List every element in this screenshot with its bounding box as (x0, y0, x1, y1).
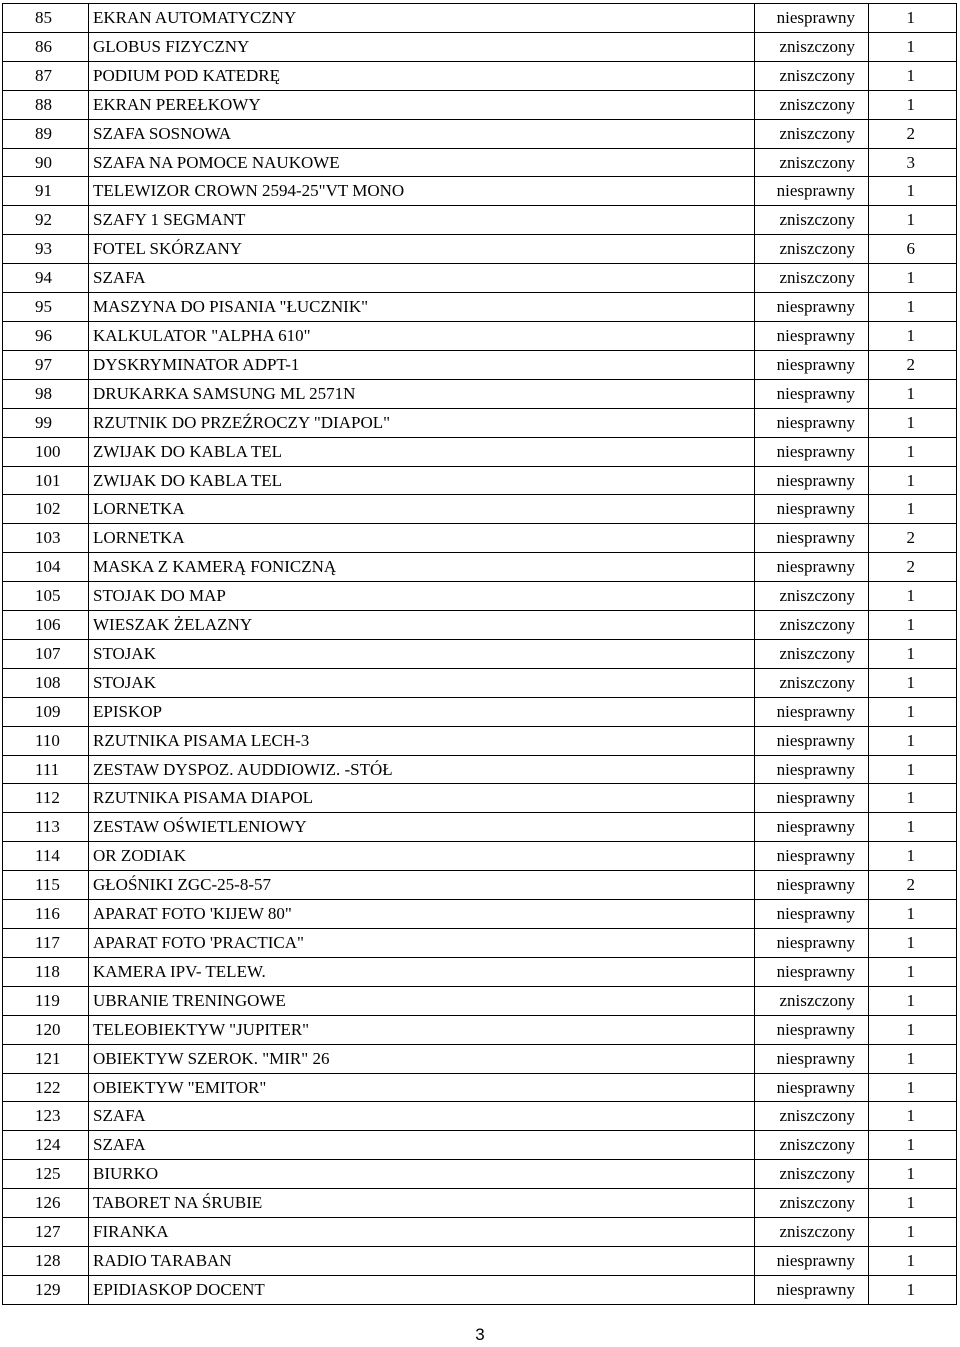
row-number-cell: 96 (3, 321, 89, 350)
row-number-cell: 110 (3, 726, 89, 755)
item-quantity-cell: 1 (869, 32, 957, 61)
item-state-cell: niesprawny (755, 900, 869, 929)
row-number-cell: 123 (3, 1102, 89, 1131)
row-number-cell: 102 (3, 495, 89, 524)
table-row (3, 1218, 957, 1247)
row-number-cell: 107 (3, 639, 89, 668)
row-number-cell: 118 (3, 957, 89, 986)
table-row (3, 408, 957, 437)
row-number-cell: 113 (3, 813, 89, 842)
page-number: 3 (475, 1325, 485, 1344)
table-row (3, 986, 957, 1015)
item-name-cell: MASKA Z KAMERĄ FONICZNĄ (89, 553, 755, 582)
row-number-cell: 92 (3, 206, 89, 235)
table-row (3, 177, 957, 206)
table-row (3, 697, 957, 726)
table-row (3, 1044, 957, 1073)
row-number-cell: 87 (3, 61, 89, 90)
table-row (3, 871, 957, 900)
item-quantity-cell: 1 (869, 668, 957, 697)
row-number-cell: 112 (3, 784, 89, 813)
item-name-cell: RZUTNIKA PISAMA LECH-3 (89, 726, 755, 755)
item-state-cell: zniszczony (755, 639, 869, 668)
item-name-cell: APARAT FOTO 'KIJEW 80" (89, 900, 755, 929)
item-quantity-cell: 1 (869, 466, 957, 495)
table-row (3, 1015, 957, 1044)
item-name-cell: SZAFA NA POMOCE NAUKOWE (89, 148, 755, 177)
item-state-cell: niesprawny (755, 437, 869, 466)
item-state-cell: niesprawny (755, 466, 869, 495)
item-quantity-cell: 1 (869, 321, 957, 350)
table-row (3, 437, 957, 466)
item-name-cell: RZUTNIK DO PRZEŹROCZY "DIAPOL" (89, 408, 755, 437)
item-state-cell: zniszczony (755, 582, 869, 611)
table-row (3, 495, 957, 524)
row-number-cell: 103 (3, 524, 89, 553)
item-name-cell: RADIO TARABAN (89, 1246, 755, 1275)
item-state-cell: niesprawny (755, 4, 869, 33)
item-state-cell: niesprawny (755, 842, 869, 871)
item-quantity-cell: 1 (869, 1131, 957, 1160)
item-quantity-cell: 1 (869, 1160, 957, 1189)
item-quantity-cell: 1 (869, 697, 957, 726)
table-row (3, 1246, 957, 1275)
item-state-cell: niesprawny (755, 293, 869, 322)
item-quantity-cell: 1 (869, 1275, 957, 1304)
item-quantity-cell: 6 (869, 235, 957, 264)
item-state-cell: zniszczony (755, 32, 869, 61)
row-number-cell: 94 (3, 264, 89, 293)
item-state-cell: zniszczony (755, 1160, 869, 1189)
item-quantity-cell: 1 (869, 177, 957, 206)
item-state-cell: niesprawny (755, 697, 869, 726)
table-row (3, 61, 957, 90)
item-state-cell: zniszczony (755, 1131, 869, 1160)
item-name-cell: GLOBUS FIZYCZNY (89, 32, 755, 61)
item-state-cell: niesprawny (755, 871, 869, 900)
item-quantity-cell: 1 (869, 611, 957, 640)
item-state-cell: zniszczony (755, 1218, 869, 1247)
table-row (3, 119, 957, 148)
item-state-cell: niesprawny (755, 524, 869, 553)
item-name-cell: GŁOŚNIKI ZGC-25-8-57 (89, 871, 755, 900)
item-state-cell: zniszczony (755, 61, 869, 90)
item-state-cell: zniszczony (755, 119, 869, 148)
item-name-cell: KAMERA IPV- TELEW. (89, 957, 755, 986)
table-row (3, 524, 957, 553)
item-state-cell: niesprawny (755, 1275, 869, 1304)
table-row (3, 639, 957, 668)
item-state-cell: niesprawny (755, 929, 869, 958)
table-row (3, 784, 957, 813)
table-row (3, 379, 957, 408)
row-number-cell: 105 (3, 582, 89, 611)
item-quantity-cell: 3 (869, 148, 957, 177)
row-number-cell: 126 (3, 1189, 89, 1218)
item-quantity-cell: 1 (869, 264, 957, 293)
item-quantity-cell: 1 (869, 61, 957, 90)
inventory-sheet (2, 3, 957, 1305)
inventory-table-body (3, 4, 957, 1305)
item-name-cell: SZAFA (89, 1131, 755, 1160)
table-row (3, 900, 957, 929)
table-row (3, 1131, 957, 1160)
item-quantity-cell: 1 (869, 90, 957, 119)
item-quantity-cell: 1 (869, 900, 957, 929)
item-name-cell: MASZYNA DO PISANIA "ŁUCZNIK" (89, 293, 755, 322)
row-number-cell: 106 (3, 611, 89, 640)
table-row (3, 1275, 957, 1304)
table-row (3, 1189, 957, 1218)
item-name-cell: EKRAN PEREŁKOWY (89, 90, 755, 119)
item-name-cell: ZESTAW OŚWIETLENIOWY (89, 813, 755, 842)
item-quantity-cell: 1 (869, 4, 957, 33)
item-quantity-cell: 1 (869, 437, 957, 466)
row-number-cell: 117 (3, 929, 89, 958)
item-state-cell: niesprawny (755, 495, 869, 524)
item-name-cell: SZAFA (89, 1102, 755, 1131)
item-state-cell: zniszczony (755, 611, 869, 640)
item-state-cell: niesprawny (755, 350, 869, 379)
item-name-cell: STOJAK (89, 639, 755, 668)
item-quantity-cell: 1 (869, 293, 957, 322)
table-row (3, 4, 957, 33)
row-number-cell: 98 (3, 379, 89, 408)
item-quantity-cell: 1 (869, 1102, 957, 1131)
item-state-cell: niesprawny (755, 408, 869, 437)
item-name-cell: WIESZAK ŻELAZNY (89, 611, 755, 640)
item-name-cell: SZAFA SOSNOWA (89, 119, 755, 148)
item-name-cell: DRUKARKA SAMSUNG ML 2571N (89, 379, 755, 408)
item-name-cell: STOJAK (89, 668, 755, 697)
item-state-cell: niesprawny (755, 1246, 869, 1275)
table-row (3, 668, 957, 697)
item-name-cell: APARAT FOTO 'PRACTICA" (89, 929, 755, 958)
item-name-cell: FIRANKA (89, 1218, 755, 1247)
table-row (3, 1073, 957, 1102)
item-name-cell: OR ZODIAK (89, 842, 755, 871)
row-number-cell: 128 (3, 1246, 89, 1275)
item-name-cell: RZUTNIKA PISAMA DIAPOL (89, 784, 755, 813)
table-row (3, 293, 957, 322)
table-row (3, 90, 957, 119)
row-number-cell: 86 (3, 32, 89, 61)
item-quantity-cell: 2 (869, 119, 957, 148)
item-quantity-cell: 2 (869, 553, 957, 582)
row-number-cell: 115 (3, 871, 89, 900)
item-state-cell: niesprawny (755, 379, 869, 408)
row-number-cell: 99 (3, 408, 89, 437)
row-number-cell: 122 (3, 1073, 89, 1102)
table-row (3, 582, 957, 611)
item-name-cell: LORNETKA (89, 495, 755, 524)
item-state-cell: niesprawny (755, 553, 869, 582)
table-row (3, 350, 957, 379)
item-quantity-cell: 2 (869, 524, 957, 553)
item-name-cell: UBRANIE TRENINGOWE (89, 986, 755, 1015)
table-row (3, 957, 957, 986)
item-quantity-cell: 2 (869, 871, 957, 900)
item-name-cell: DYSKRYMINATOR ADPT-1 (89, 350, 755, 379)
table-row (3, 929, 957, 958)
row-number-cell: 109 (3, 697, 89, 726)
table-row (3, 611, 957, 640)
item-name-cell: EPIDIASKOP DOCENT (89, 1275, 755, 1304)
item-quantity-cell: 1 (869, 1218, 957, 1247)
item-name-cell: STOJAK DO MAP (89, 582, 755, 611)
item-name-cell: SZAFA (89, 264, 755, 293)
item-state-cell: niesprawny (755, 1073, 869, 1102)
row-number-cell: 104 (3, 553, 89, 582)
item-quantity-cell: 1 (869, 842, 957, 871)
item-quantity-cell: 1 (869, 1246, 957, 1275)
table-row (3, 32, 957, 61)
row-number-cell: 101 (3, 466, 89, 495)
row-number-cell: 108 (3, 668, 89, 697)
table-row (3, 1160, 957, 1189)
item-name-cell: OBIEKTYW "EMITOR" (89, 1073, 755, 1102)
row-number-cell: 111 (3, 755, 89, 784)
row-number-cell: 124 (3, 1131, 89, 1160)
item-state-cell: zniszczony (755, 668, 869, 697)
item-name-cell: FOTEL SKÓRZANY (89, 235, 755, 264)
item-state-cell: zniszczony (755, 90, 869, 119)
row-number-cell: 90 (3, 148, 89, 177)
item-name-cell: OBIEKTYW SZEROK. "MIR" 26 (89, 1044, 755, 1073)
item-state-cell: niesprawny (755, 1044, 869, 1073)
item-quantity-cell: 1 (869, 813, 957, 842)
row-number-cell: 125 (3, 1160, 89, 1189)
item-state-cell: zniszczony (755, 1102, 869, 1131)
item-quantity-cell: 1 (869, 379, 957, 408)
inventory-table (2, 3, 957, 1305)
item-name-cell: ZESTAW DYSPOZ. AUDDIOWIZ. -STÓŁ (89, 755, 755, 784)
item-quantity-cell: 1 (869, 639, 957, 668)
table-row (3, 148, 957, 177)
item-state-cell: zniszczony (755, 264, 869, 293)
item-name-cell: EKRAN AUTOMATYCZNY (89, 4, 755, 33)
item-quantity-cell: 1 (869, 957, 957, 986)
item-name-cell: KALKULATOR "ALPHA 610" (89, 321, 755, 350)
table-row (3, 1102, 957, 1131)
item-quantity-cell: 1 (869, 582, 957, 611)
table-row (3, 842, 957, 871)
row-number-cell: 127 (3, 1218, 89, 1247)
item-name-cell: TABORET NA ŚRUBIE (89, 1189, 755, 1218)
row-number-cell: 85 (3, 4, 89, 33)
item-state-cell: niesprawny (755, 1015, 869, 1044)
item-state-cell: zniszczony (755, 206, 869, 235)
item-name-cell: TELEOBIEKTYW "JUPITER" (89, 1015, 755, 1044)
row-number-cell: 95 (3, 293, 89, 322)
item-name-cell: SZAFY 1 SEGMANT (89, 206, 755, 235)
item-state-cell: zniszczony (755, 986, 869, 1015)
row-number-cell: 89 (3, 119, 89, 148)
table-row (3, 553, 957, 582)
item-quantity-cell: 1 (869, 1015, 957, 1044)
table-row (3, 813, 957, 842)
item-quantity-cell: 1 (869, 986, 957, 1015)
item-state-cell: niesprawny (755, 957, 869, 986)
item-name-cell: BIURKO (89, 1160, 755, 1189)
table-row (3, 206, 957, 235)
item-state-cell: zniszczony (755, 235, 869, 264)
item-state-cell: niesprawny (755, 726, 869, 755)
table-row (3, 321, 957, 350)
row-number-cell: 91 (3, 177, 89, 206)
item-quantity-cell: 1 (869, 408, 957, 437)
row-number-cell: 100 (3, 437, 89, 466)
item-state-cell: niesprawny (755, 755, 869, 784)
item-name-cell: ZWIJAK DO KABLA TEL (89, 437, 755, 466)
item-name-cell: PODIUM POD KATEDRĘ (89, 61, 755, 90)
item-quantity-cell: 1 (869, 206, 957, 235)
row-number-cell: 93 (3, 235, 89, 264)
row-number-cell: 88 (3, 90, 89, 119)
row-number-cell: 97 (3, 350, 89, 379)
table-row (3, 726, 957, 755)
row-number-cell: 121 (3, 1044, 89, 1073)
table-row (3, 235, 957, 264)
table-row (3, 466, 957, 495)
table-row (3, 755, 957, 784)
item-quantity-cell: 1 (869, 495, 957, 524)
item-quantity-cell: 1 (869, 1044, 957, 1073)
item-name-cell: EPISKOP (89, 697, 755, 726)
item-state-cell: niesprawny (755, 321, 869, 350)
row-number-cell: 129 (3, 1275, 89, 1304)
table-row (3, 264, 957, 293)
item-state-cell: niesprawny (755, 784, 869, 813)
row-number-cell: 119 (3, 986, 89, 1015)
item-state-cell: zniszczony (755, 148, 869, 177)
row-number-cell: 114 (3, 842, 89, 871)
item-quantity-cell: 1 (869, 929, 957, 958)
item-quantity-cell: 2 (869, 350, 957, 379)
item-quantity-cell: 1 (869, 1073, 957, 1102)
row-number-cell: 120 (3, 1015, 89, 1044)
item-name-cell: TELEWIZOR CROWN 2594-25"VT MONO (89, 177, 755, 206)
item-quantity-cell: 1 (869, 755, 957, 784)
item-state-cell: zniszczony (755, 1189, 869, 1218)
item-quantity-cell: 1 (869, 726, 957, 755)
item-name-cell: LORNETKA (89, 524, 755, 553)
item-quantity-cell: 1 (869, 1189, 957, 1218)
row-number-cell: 116 (3, 900, 89, 929)
item-name-cell: ZWIJAK DO KABLA TEL (89, 466, 755, 495)
item-state-cell: niesprawny (755, 177, 869, 206)
item-state-cell: niesprawny (755, 813, 869, 842)
item-quantity-cell: 1 (869, 784, 957, 813)
